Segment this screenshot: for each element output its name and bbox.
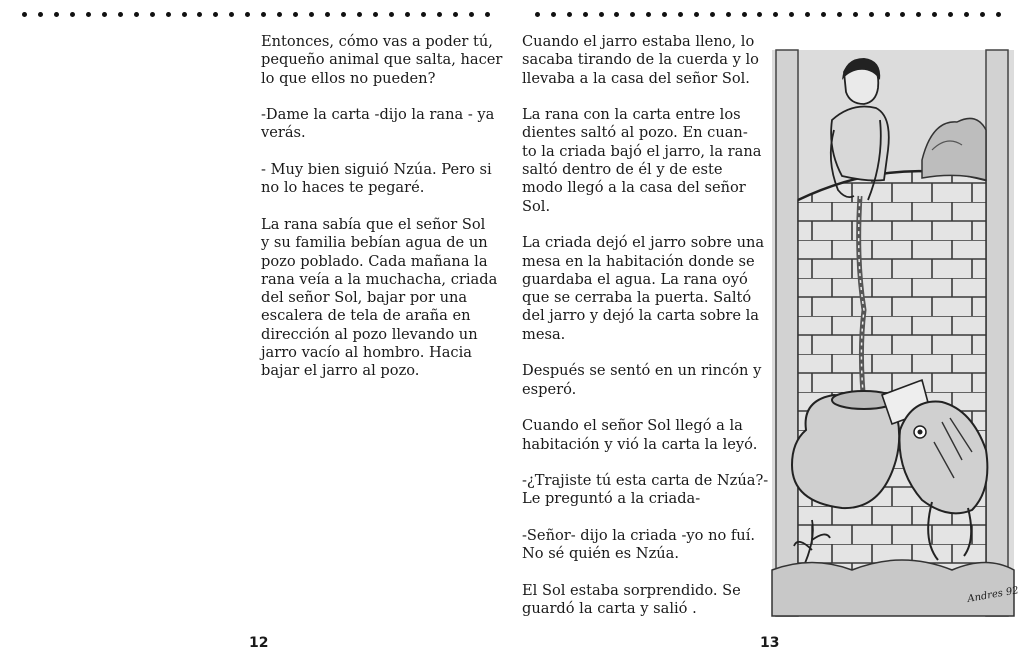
right-dotted-rule [535,12,1001,26]
page-number-left: 12 [249,635,269,651]
well-frog-drawing-icon [772,50,1020,616]
paragraph: Cuando el señor Sol llegó a la habitación y vió la carta la leyó. [522,417,758,453]
illustration-signature: Andres 92 [966,585,1020,605]
paragraph: La criada dejó el jarro sobre una mesa en la habitación donde se guardaba el agua. La rana oyó que se cerraba la puerta. Saltó del jarro y dejó la carta sobre la mesa. [522,234,765,343]
paragraph: La rana con la carta entre los dientes saltó al pozo. En cuan- to la criada bajó el jarro, la rana saltó dentro de él y de este modo llegó a la casa del señor Sol. [522,106,762,215]
paragraph: El Sol estaba sorprendido. Se guardó la carta y salió . [522,581,741,618]
right-page-text [522,33,772,637]
paragraph: -¿Trajiste tú esta carta de Nzúa?- Le preguntó a la criada- [522,472,769,508]
paragraph: Entonces, cómo vas a poder tú, pequeño animal que salta, hacer lo que ellos no pueden? [261,33,503,87]
well-frog-illustration [772,50,1020,616]
paragraph: Después se sentó en un rincón y esperó. [522,362,762,398]
paragraph: - Muy bien siguió Nzúa. Pero si no lo haces te pegaré. [261,161,492,197]
paragraph: La rana sabía que el señor Sol y su familia bebían agua de un pozo poblado. Cada mañana la rana veía a la muchacha, criada del señor Sol, bajar por una escalera de tela de araña en dirección al pozo llevando un jarro vacío al hombro. Hacia bajar el jarro al pozo. [261,215,498,380]
page-number-right: 13 [760,635,780,651]
left-dotted-rule [22,12,490,26]
paragraph: -Señor- dijo la criada -yo no fuí. No sé quién es Nzúa. [522,527,755,563]
paragraph: Cuando el jarro estaba lleno, lo sacaba tirando de la cuerda y lo llevaba a la casa del señor Sol. [522,33,759,87]
paragraph: -Dame la carta -dijo la rana - ya verás. [261,106,495,142]
left-page-text [261,33,511,399]
